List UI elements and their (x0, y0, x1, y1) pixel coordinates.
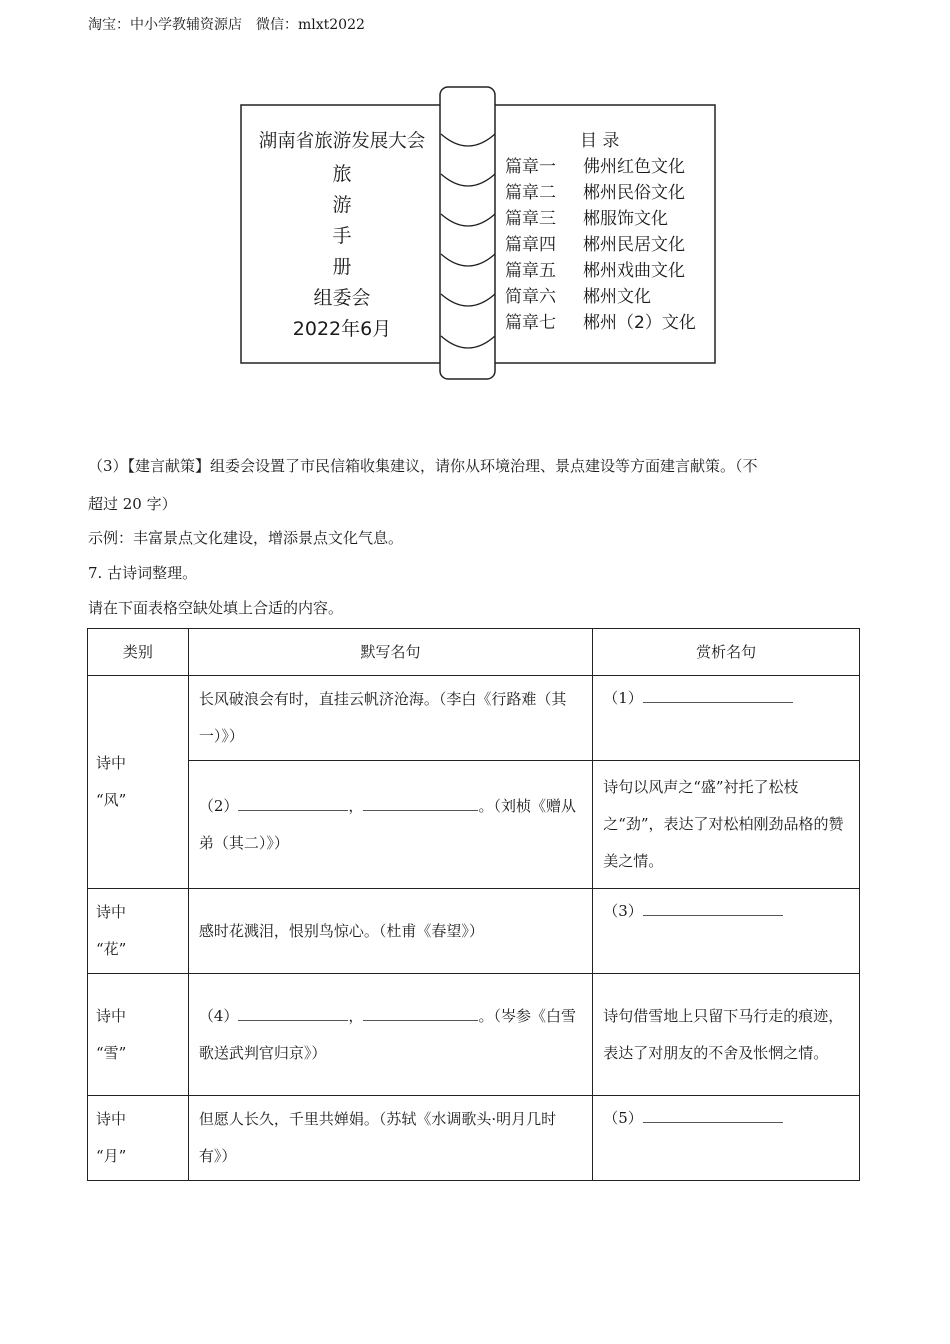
blank-2b (363, 792, 478, 811)
table-row (88, 889, 860, 974)
toc-row: 篇章二 郴州民俗文化 (505, 183, 685, 203)
header-dictation: 默写名句 (188, 629, 592, 676)
table-row (88, 1096, 860, 1181)
poem-table (87, 628, 860, 1181)
header-appreciation: 赏析名句 (593, 629, 860, 676)
blank-5 (643, 1104, 783, 1123)
cover-title-char: 游 (332, 194, 352, 216)
table-row (88, 974, 860, 1096)
answer-2[interactable]: （2） ， 。（刘桢《赠从弟（其二）》） (188, 761, 592, 889)
toc-row: 篇章三 郴服饰文化 (505, 209, 668, 229)
blank-3 (643, 897, 783, 916)
toc-row: 篇章四 郴州民居文化 (505, 235, 685, 255)
category-wind: 诗中 “风” (88, 676, 189, 889)
toc-row: 篇章一 佛州红色文化 (505, 157, 685, 177)
toc-row: 篇章七 郴州（2）文化 (505, 313, 696, 333)
category-snow: 诗中 “雪” (88, 974, 189, 1096)
page-header: 淘宝：中小学教辅资源店 微信：mlxt2022 (88, 17, 365, 33)
answer-5[interactable]: （5） (593, 1096, 860, 1181)
category-flower: 诗中 “花” (88, 889, 189, 974)
question-3-example: 示例：丰富景点文化建设，增添景点文化气息。 (88, 529, 404, 547)
blank-1 (643, 684, 793, 703)
question-3-line1: （3）【建言献策】组委会设置了市民信箱收集建议，请你从环境治理、景点建设等方面建言献策。（不 (88, 457, 758, 475)
cover-org: 湖南省旅游发展大会 (258, 131, 426, 152)
table-row (88, 761, 860, 889)
toc-title: 目 录 (580, 131, 620, 151)
answer-1[interactable]: （1） (593, 676, 860, 761)
cover-committee: 组委会 (313, 287, 371, 309)
question-3-line2: 超过 20 字） (88, 495, 177, 513)
question-7-instruction: 请在下面表格空缺处填上合适的内容。 (88, 599, 344, 617)
snow-appreciation: 诗句借雪地上只留下马行走的痕迹，表达了对朋友的不舍及怅惘之情。 (593, 974, 860, 1096)
cover-title-char: 旅 (332, 163, 352, 185)
toc-row: 简章六 郴州文化 (505, 287, 651, 307)
answer-4[interactable]: （4） ， 。（岑参《白雪歌送武判官归京》） (188, 974, 592, 1096)
booklet-spine (440, 87, 495, 379)
blank-2a (238, 792, 348, 811)
table-header-row (88, 629, 860, 676)
toc-row: 篇章五 郴州戏曲文化 (505, 261, 685, 281)
cover-date: 2022年6月 (292, 318, 392, 340)
wind-verse-1: 长风破浪会有时，直挂云帆济沧海。（李白《行路难（其一）》） (188, 676, 592, 761)
moon-verse: 但愿人长久，千里共婵娟。（苏轼《水调歌头·明月几时有》） (188, 1096, 592, 1181)
cover-title-char: 手 (332, 225, 352, 247)
wind-appreciation: 诗句以风声之“盛”衬托了松枝之“劲”，表达了对松柏刚劲品格的赞美之情。 (593, 761, 860, 889)
question-7-title: 7. 古诗词整理。 (88, 564, 198, 582)
table-row (88, 676, 860, 761)
blank-4b (363, 1002, 478, 1021)
blank-4a (238, 1002, 348, 1021)
category-moon: 诗中 “月” (88, 1096, 189, 1181)
flower-verse: 感时花溅泪，恨别鸟惊心。（杜甫《春望》） (188, 889, 592, 974)
header-category: 类别 (88, 629, 189, 676)
cover-title-char: 册 (332, 256, 352, 278)
answer-3[interactable]: （3） (593, 889, 860, 974)
